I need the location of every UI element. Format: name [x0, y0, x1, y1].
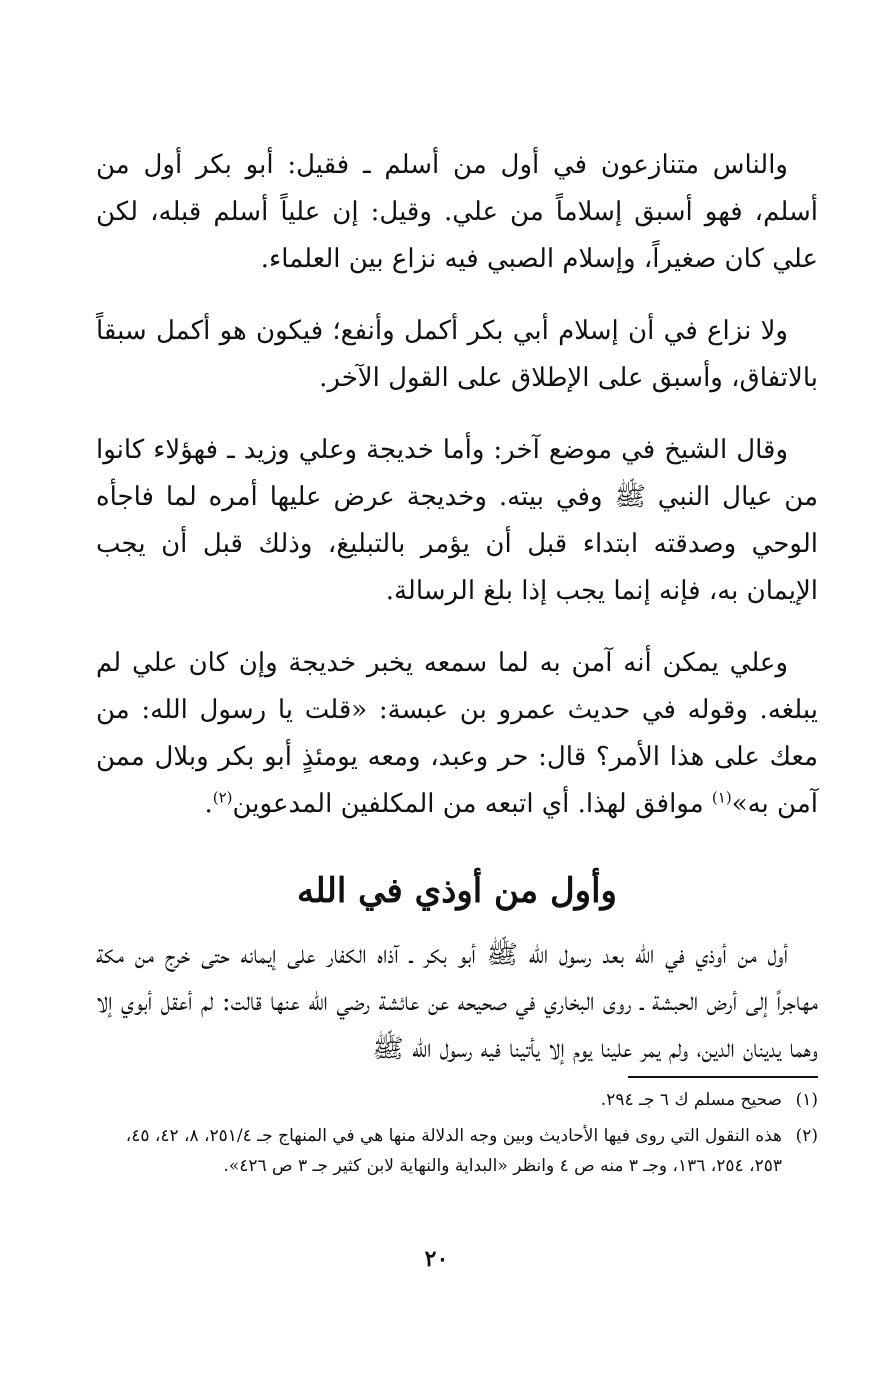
footnote-text: هذه النقول التي روى فيها الأحاديث وبين وجه الدلالة منها هي في المنهاج جـ ٢٥١/٤، ٨، ٤٢، ٤٥، ٢٥٣، ٢٥٤، ١٣٦، وجـ ٣ منه ص ٤ وانظر «البداية والنهاية لابن كثير جـ ٣ ص ٤٢٦». [125, 1126, 782, 1176]
footnote-ref[interactable]: (١) [711, 788, 732, 807]
page-body [96, 142, 818, 1073]
footnotes [96, 1085, 818, 1187]
paragraph: والناس متنازعون في أول من أسلم ـ فقيل: أبو بكر أول من أسلم، فهو أسبق إسلاماً من علي. وقيل: إن علياً أسلم قبله، لكن علي كان صغيراً، وإسلام الصبي فيه نزاع بين العلماء. [96, 150, 818, 274]
page-number: ٢٠ [424, 1246, 449, 1272]
paragraph: ولا نزاع في أن إسلام أبي بكر أكمل وأنفع؛ فيكون هو أكمل سبقاً بالاتفاق، وأسبق على الإطلاق على القول الآخر. [96, 316, 818, 393]
section-heading: وأول من أوذي في الله [297, 871, 617, 911]
footnote-text: صحيح مسلم ك ٦ جـ ٢٩٤. [600, 1090, 782, 1110]
paragraph [96, 640, 818, 828]
paragraph-text: . [204, 789, 213, 819]
footnote-item [96, 1121, 818, 1181]
footnote-number: (٢) [795, 1126, 818, 1146]
paragraph: أول من أوذي في الله بعد رسول الله ﷺ أبو بكر ـ آذاه الكفار على إيمانه حتى خرج من مكة مهاجراً إلى أرض الحبشة ـ روى البخاري في صحيحه عن عائشة رضي الله عنها قالت: لم أعقل أبوي إلا وهما يدينان الدين، ولم يمر علينا يوم إلا يأتينا فيه رسول الله ﷺ [96, 940, 818, 1064]
paragraph: وقال الشيخ في موضع آخر: وأما خديجة وعلي وزيد ـ فهؤلاء كانوا من عيال النبي ﷺ وفي بيته. وخديجة عرض عليها أمره لما فاجأه الوحي وصدقته ابتداء قبل أن يؤمر بالتبليغ، وذلك قبل أن يجب الإيمان به، فإنه إنما يجب إذا بلغ الرسالة. [96, 435, 818, 606]
footnote-number: (١) [795, 1090, 818, 1110]
footnote-item [96, 1085, 818, 1115]
footnote-ref[interactable]: (٢) [212, 788, 233, 807]
paragraph-text: وعلي يمكن أنه آمن به لما سمعه يخبر خديجة وإن كان علي لم يبلغه. وقوله في حديث عمرو بن عبسة: «قلت يا رسول الله: من معك على هذا الأمر؟ قال: حر وعبد، ومعه يومئذٍ أبو بكر وبلال ممن آمن به» [96, 648, 818, 819]
footnote-divider [628, 1076, 818, 1078]
paragraph-text: موافق لهذا. أي اتبعه من المكلفين المدعوين [232, 789, 712, 819]
